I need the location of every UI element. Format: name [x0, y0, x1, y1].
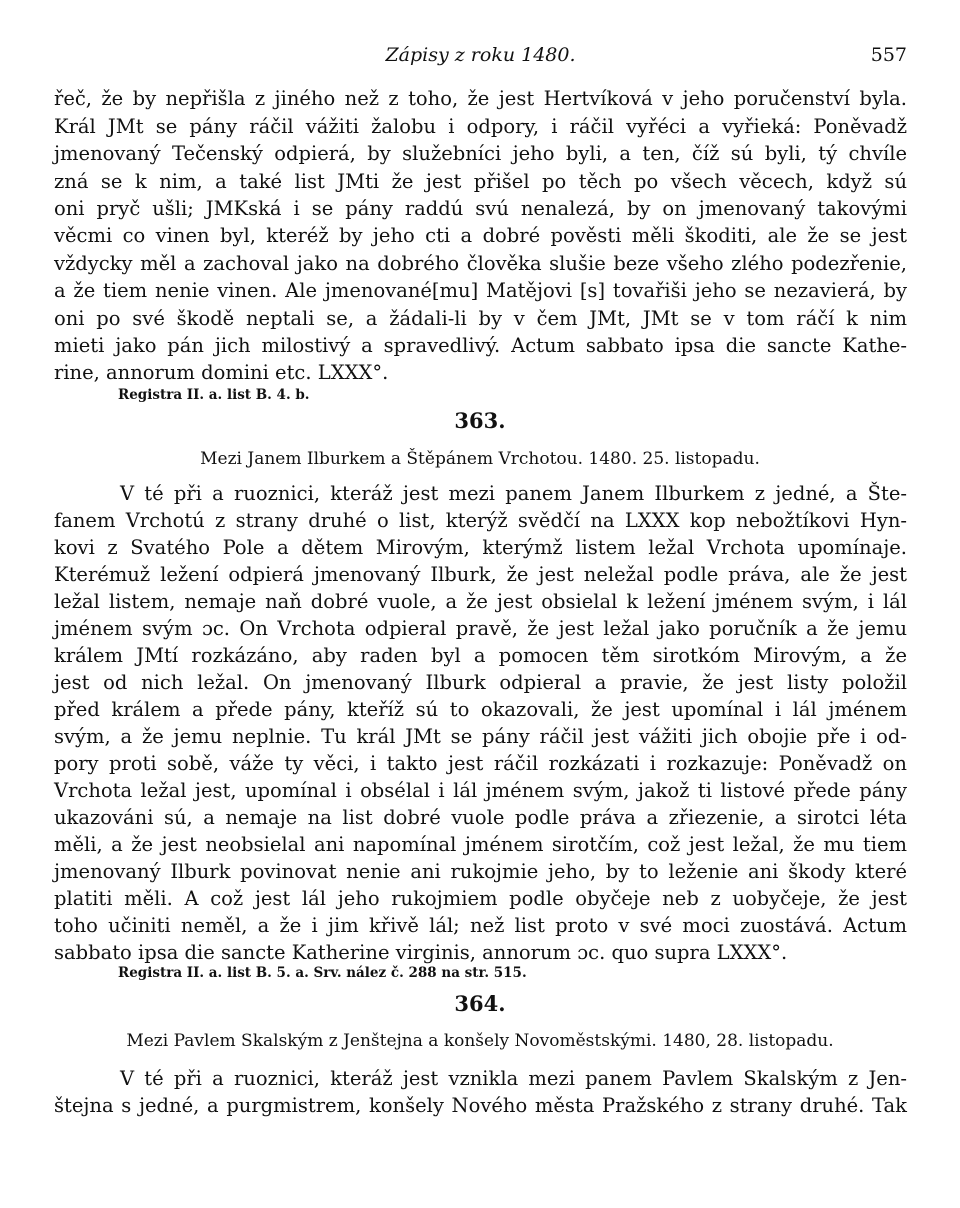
text-line: zná se k nim, a také list JMti že jest přišel po těch po všech věcech, když sú [54, 170, 907, 193]
text-line: Král JMt se pány ráčil vážiti žalobu i odpory, i ráčil vyřéci a vyřieká: Poněvadž [54, 115, 907, 138]
entry-number: 364. [454, 991, 506, 1016]
register-reference: Registra II. a. list B. 4. b. [118, 387, 310, 403]
text-line: jest od nich ležal. On jmenovaný Ilburk odpieral a pravie, že jest listy položil [54, 671, 907, 694]
text-line: Kterémuž ležení odpierá jmenovaný Ilburk, že jest neležal podle práva, ale že jest [54, 563, 907, 586]
text-line: toho učiniti neměl, a že i jim křivě lál; než list proto v své moci zuostává. Actum [54, 914, 907, 937]
text-line: V té při a ruoznici, kteráž jest mezi panem Janem Ilburkem z jedné, a Šte- [120, 482, 907, 505]
text-line: platiti měli. A což jest lál jeho rukojmiem podle obyčeje neb z uobyčeje, že jest [54, 887, 907, 910]
page-header [54, 40, 907, 70]
text-line: ležal listem, nemaje naň dobré vuole, a že jest obsielal k ležení jménem svým, i lál [54, 590, 907, 613]
text-line: jmenovaný Ilburk povinovat nenie ani rukojmie jeho, by to leženie ani škody které [54, 860, 907, 883]
text-line: měli, a že jest neobsielal ani napomínal jménem sirotčím, což jest ležal, že mu tiem [54, 833, 907, 856]
text-line: štejna s jedné, a purgmistrem, konšely Nového města Pražského z strany druhé. Tak [54, 1094, 907, 1117]
text-line: jmenovaný Tečenský odpierá, by služebníci jeho byli, a ten, číž sú byli, tý chvíle [54, 142, 907, 165]
text-line: králem JMtí rozkázáno, aby raden byl a pomocen těm sirotkóm Mirovým, a že [54, 644, 907, 667]
text-line: řeč, že by nepřišla z jiného než z toho, že jest Hertvíková v jeho poručenství byla. [54, 87, 907, 110]
text-line: kovi z Svatého Pole a dětem Mirovým, kterýmž listem ležal Vrchota upomínaje. [54, 536, 907, 559]
text-line: a že tiem nenie vinen. Ale jmenované[mu] Matějovi [s] tovařiši jeho se nezavierá, by [54, 279, 907, 302]
register-reference: Registra II. a. list B. 5. a. Srv. nález č. 288 na str. 515. [118, 965, 527, 981]
running-title: Zápisy z roku 1480. [385, 44, 576, 66]
entry-heading: Mezi Pavlem Skalským z Jenštejna a konšely Novoměstskými. 1480, 28. listopadu. [126, 1031, 834, 1051]
text-line: V té při a ruoznici, kteráž jest vznikla mezi panem Pavlem Skalským z Jen- [120, 1067, 907, 1090]
entry-heading: Mezi Janem Ilburkem a Štěpánem Vrchotou. 1480. 25. listopadu. [200, 449, 760, 469]
text-line: věcmi co vinen byl, kteréž by jeho cti a dobré pověsti měli škoditi, ale že se jest [54, 224, 907, 247]
text-line: sabbato ipsa die sancte Katherine virginis, annorum ɔc. quo supra LXXX°. [54, 941, 788, 964]
text-line: vždycky měl a zachoval jako na dobrého člověka slušie beze všeho zlého podezřenie, [54, 252, 907, 275]
text-line: jménem svým ɔc. On Vrchota odpieral pravě, že jest ležal jako poručník a že jemu [54, 617, 907, 640]
text-line: mieti jako pán jich milostivý a spravedlivý. Actum sabbato ipsa die sancte Kathe- [54, 334, 907, 357]
text-line: Vrchota ležal jest, upomínal i obsélal i lál jménem svým, jakož ti listové přede pány [54, 779, 907, 802]
text-line: svým, a že jemu neplnie. Tu král JMt se pány ráčil jest vážiti jich obojie pře i od- [54, 725, 907, 748]
text-line: oni po své škodě neptali se, a žádali-li by v čem JMt, JMt se v tom ráčí k nim [54, 307, 907, 330]
entry-number: 363. [454, 408, 506, 433]
text-line: ukazováni sú, a nemaje na list dobré vuole podle práva a zřiezenie, a sirotci léta [54, 806, 907, 829]
page-number: 557 [870, 44, 907, 66]
text-line: rine, annorum domini etc. LXXX°. [54, 361, 389, 384]
text-line: pory proti sobě, váže ty věci, i takto jest ráčil rozkázati i rozkazuje: Poněvadž on [54, 752, 907, 775]
text-line: fanem Vrchotú z strany druhé o list, kterýž svědčí na LXXX kop nebožtíkovi Hyn- [54, 509, 907, 532]
text-line: oni pryč ušli; JMKská i se pány raddú svú nenalezá, by on jmenovaný takovými [54, 197, 907, 220]
text-line: před králem a přede pány, kteříž sú to okazovali, že jest upomínal i lál jménem [54, 698, 907, 721]
